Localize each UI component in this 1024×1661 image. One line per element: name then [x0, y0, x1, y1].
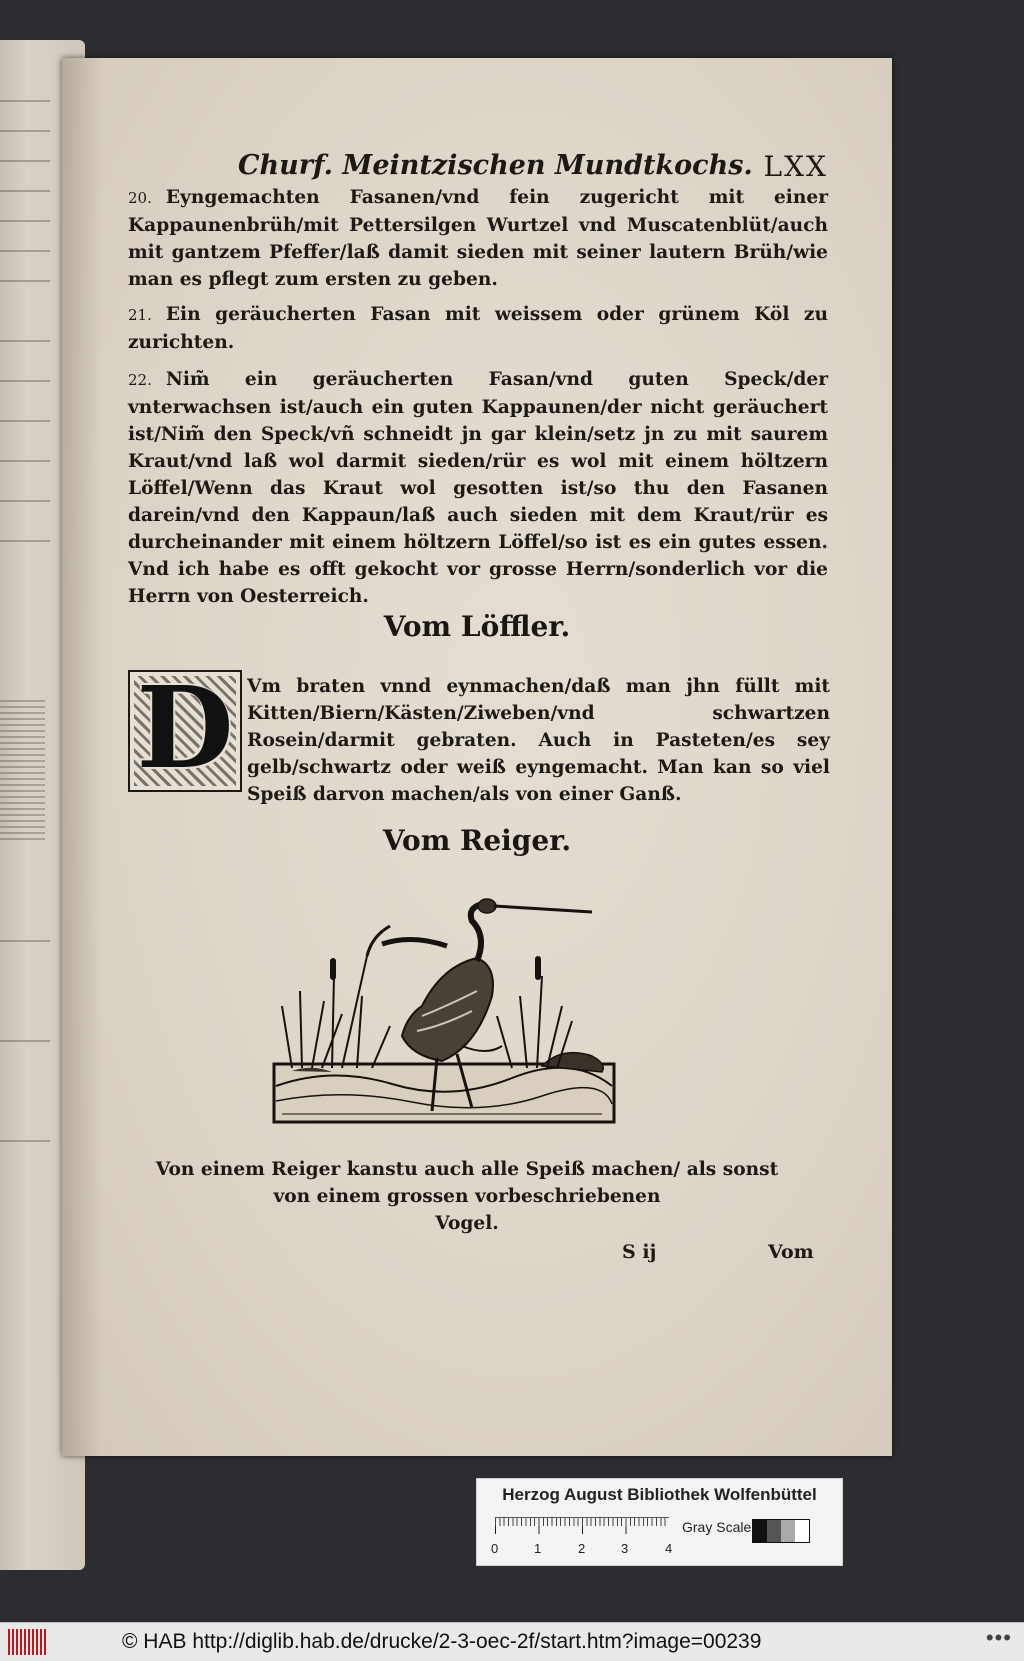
caption-line: Vogel. — [435, 1213, 499, 1234]
signature-mark: S ij — [622, 1241, 657, 1263]
recipe-21 — [128, 301, 828, 356]
recipe-number: 21. — [128, 306, 152, 324]
caption-line: Von einem Reiger kanstu auch alle Speiß machen/ als sonst — [155, 1159, 779, 1180]
scale-ruler — [495, 1517, 669, 1540]
copyright-url[interactable]: © HAB http://diglib.hab.de/drucke/2-3-oec-2f/start.htm?image=00239 — [122, 1630, 762, 1653]
initial-letter: D — [136, 663, 234, 794]
loeffler-paragraph: Vm braten vnnd eynmachen/daß man jhn füllt mit Kitten/Biern/Kästen/Ziweben/vnd schwartzen Rosein/darmit gebraten. Auch in Pasteten/es sey gelb/schwartz oder weiß eyngemacht. Man kan so viel Speiß darvon machen/als von einer Ganß. — [247, 676, 830, 805]
book-page — [62, 58, 892, 1456]
gray-swatch-step — [767, 1520, 781, 1542]
gray-swatch-step — [753, 1520, 767, 1542]
woodcut-caption — [152, 1156, 782, 1237]
recipe-text: Eyngemachten Fasanen/vnd fein zugericht mit einer Kappaunenbrüh/mit Pettersilgen Wurtzel vnd Muscatenblüt/auch mit gantzem Pfeffer/laß damit sieden mit seiner lautern Brüh/wie man es pflegt zum ersten zu geben. — [128, 187, 828, 290]
footer-bar — [0, 1622, 1024, 1661]
hab-logo-icon[interactable] — [8, 1629, 46, 1655]
gray-scale-label: Gray Scale — [682, 1519, 752, 1535]
gray-scale-swatch — [752, 1519, 810, 1543]
catchword: Vom — [768, 1241, 814, 1263]
gray-swatch-step — [795, 1520, 809, 1542]
gray-swatch-step — [781, 1520, 795, 1542]
more-options-icon[interactable]: ••• — [985, 1625, 1012, 1650]
ruler-number: 2 — [578, 1541, 586, 1556]
decorated-initial — [128, 663, 242, 794]
folio-number: LXX — [763, 150, 828, 183]
heron-woodcut — [272, 896, 622, 1126]
card-title: Herzog August Bibliothek Wolfenbüttel — [502, 1485, 817, 1504]
heading-loeffler: Vom Löffler. — [383, 610, 571, 643]
recipe-22 — [128, 366, 828, 610]
page-gutter-shadow — [62, 58, 102, 1456]
ruler-number: 1 — [534, 1541, 542, 1556]
recipe-number: 20. — [128, 189, 152, 207]
ruler-number: 0 — [491, 1541, 499, 1556]
recipe-text: Nim̃ ein geräucherten Fasan/vnd guten Speck/der vnterwachsen ist/auch ein guten Kappaunen/der nicht geräuchert ist/Nim̃ den Speck/vñ schneidt jn gar klein/setz jn zu mit saurem Kraut/vnd laß wol darmit sieden/rür es wol mit einem höltzern Löffel/Wenn das Kraut wol gesotten ist/so thu den Fasanen darein/vnd den Kappaun/laß auch sieden mit dem Kraut/rür es durcheinander mit einem höltzern Löffel/so ist es ein gutes essen. Vnd ich habe es offt gekocht vor grosse Herrn/sonderlich vor die Herrn von Oesterreich. — [128, 369, 828, 607]
heading-reiger: Vom Reiger. — [382, 824, 572, 857]
ruler-number: 3 — [621, 1541, 629, 1556]
recipe-text: Ein geräucherten Fasan mit weissem oder grünem Köl zu zurichten. — [128, 304, 828, 353]
recipe-20 — [128, 184, 828, 293]
recipe-number: 22. — [128, 371, 152, 389]
running-title: Churf. Meintzischen Mundtkochs. — [238, 150, 753, 181]
caption-line: von einem grossen vorbeschriebenen — [273, 1186, 661, 1207]
color-reference-card — [476, 1478, 843, 1566]
ruler-number: 4 — [665, 1541, 673, 1556]
